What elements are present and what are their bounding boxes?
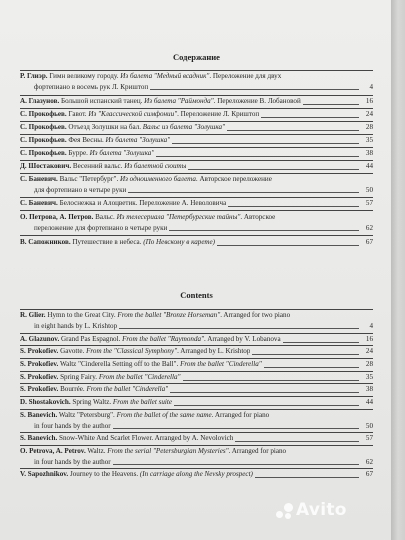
entry-title: Бурре. — [66, 149, 90, 157]
dot-leader — [227, 130, 359, 131]
watermark: Avito — [296, 500, 347, 520]
entry-author: С. Прокофьев. — [20, 123, 67, 131]
entry-title: Фея Весны. — [66, 136, 106, 144]
page-number: 35 — [365, 136, 373, 144]
entry-title: Waltz "Petersburg". — [57, 411, 117, 419]
dot-leader — [156, 156, 359, 157]
page-number: 62 — [365, 223, 373, 232]
toc-entry — [20, 346, 373, 357]
dot-leader — [217, 245, 359, 246]
entry-source: From the ballet "Cinderella" — [180, 360, 262, 368]
entry-title: Большой испанский танец. — [59, 97, 145, 105]
entry-author: D. Shostakovich. — [20, 398, 71, 406]
entry-source: Из телесериала "Петербургские тайны" — [116, 213, 241, 221]
page-number: 4 — [369, 82, 373, 91]
entry-source: Из балета "Золушка" — [89, 149, 155, 157]
dot-leader — [128, 192, 359, 193]
separator-line — [20, 210, 373, 211]
avito-logo-icon — [276, 503, 294, 521]
entry-source: Из балетной сюиты — [124, 162, 187, 170]
dot-leader — [252, 354, 359, 355]
entry-note: . Arranged for piano — [228, 447, 287, 455]
entry-author: С. Баневич. — [20, 175, 58, 183]
page-number: 35 — [365, 373, 373, 381]
dot-leader — [228, 206, 359, 207]
entry-note: . Arranged by V. Lobanova — [204, 335, 281, 343]
dot-leader — [283, 342, 359, 343]
toc-entry — [20, 384, 373, 395]
toc-entry — [20, 237, 373, 248]
entry-source: From the ballet suite — [112, 398, 172, 406]
page-number: 28 — [365, 123, 373, 131]
page-number: 50 — [365, 185, 373, 194]
entry-author: A. Glazunov. — [20, 335, 60, 343]
toc-entry — [20, 212, 373, 233]
entry-author: С. Прокофьев. — [20, 149, 67, 157]
dot-leader — [174, 405, 359, 406]
entry-title: Journey to the Heavens. — [68, 470, 140, 478]
entry-source: From the ballet "Bronze Horseman" — [117, 311, 221, 319]
toc-entry — [20, 109, 373, 120]
page-number: 44 — [365, 398, 373, 406]
page-number: 44 — [365, 162, 373, 170]
page-number: 38 — [365, 149, 373, 157]
entry-continuation: in four hands by the author — [34, 457, 111, 466]
toc-entry — [20, 410, 373, 431]
toc-entry — [20, 148, 373, 159]
english-heading: Contents — [180, 290, 213, 300]
entry-source: Из одноименного балета — [120, 175, 196, 183]
page-number: 67 — [365, 470, 373, 478]
page-number: 28 — [365, 360, 373, 368]
entry-author: S. Prokofiev. — [20, 373, 59, 381]
page-number: 16 — [365, 335, 373, 343]
entry-author: S. Prokofiev. — [20, 360, 59, 368]
entry-note: . Переложение для двух — [209, 72, 282, 80]
dot-leader — [264, 367, 359, 368]
page-number: 16 — [365, 97, 373, 105]
entry-author: С. Прокофьев. — [20, 136, 67, 144]
entry-title: Gavotte. — [58, 347, 87, 355]
entry-title: Белоснежка и Алоцветик. Переложение А. Неволовича — [57, 199, 227, 207]
entry-author: Д. Шостакович. — [20, 162, 72, 170]
separator-line — [20, 235, 373, 236]
toc-entry — [20, 372, 373, 383]
entry-note: . Arranged for two piano — [220, 311, 291, 319]
dot-leader — [255, 477, 359, 478]
entry-author: А. Глазунов. — [20, 97, 60, 105]
dot-leader — [170, 392, 359, 393]
entry-source: (По Невскому в карете) — [143, 238, 216, 246]
entry-continuation: in four hands by the author — [34, 421, 111, 430]
toc-entry — [20, 397, 373, 408]
toc-entry — [20, 135, 373, 146]
entry-source: From the ballet "Cinderella" — [86, 385, 169, 393]
dot-leader — [303, 104, 359, 105]
page-number: 57 — [365, 199, 373, 207]
toc-entry — [20, 161, 373, 172]
toc-entry — [20, 71, 373, 92]
page-number: 4 — [369, 321, 373, 330]
entry-title: Waltz. — [85, 447, 108, 455]
entry-continuation: фортепиано в восемь рук Л. Криштоп — [34, 82, 149, 91]
entry-author: Р. Глиэр. — [20, 72, 48, 80]
entry-title: Вальс. — [93, 213, 117, 221]
entry-source: Из "Классической симфонии" — [88, 110, 178, 118]
dot-leader — [113, 428, 359, 429]
page-number: 50 — [365, 421, 373, 430]
entry-source: From the "Classical Symphony" — [86, 347, 178, 355]
entry-source: (In carriage along the Nevsky prospect) — [139, 470, 253, 478]
entry-title: Bourrée. — [58, 385, 87, 393]
entry-continuation: переложение для фортепиано в четыре руки — [34, 223, 168, 232]
entry-author: V. Sapozhnikov. — [20, 470, 69, 478]
entry-source: Из балета "Золушка" — [105, 136, 171, 144]
page-edge — [391, 0, 405, 540]
dot-leader — [235, 441, 359, 442]
entry-source: Из балета "Медный всадник" — [120, 72, 210, 80]
entry-source: From the ballet "Cinderella" — [98, 373, 181, 381]
entry-title: Гимн великому городу. — [47, 72, 121, 80]
entry-title: Hymn to the Great City. — [45, 311, 118, 319]
dot-leader — [261, 117, 359, 118]
dot-leader — [119, 328, 359, 329]
entry-title: Snow-White And Scarlet Flower. Arranged by A. Nevolovich — [57, 434, 234, 442]
entry-title: Waltz "Cinderella Setting off to the Ball". — [58, 360, 181, 368]
toc-entry — [20, 122, 373, 133]
entry-author: О. Петрова, А. Петров. — [20, 213, 94, 221]
entry-author: С. Прокофьев. — [20, 110, 67, 118]
entry-note: . Переложение Л. Криштоп — [177, 110, 260, 118]
entry-continuation: для фортепиано в четыре руки — [34, 185, 127, 194]
entry-title: Вальс "Петербург". — [57, 175, 121, 183]
russian-heading: Содержание — [173, 52, 220, 62]
toc-entry — [20, 433, 373, 444]
entry-title: Весенний вальс. — [71, 162, 125, 170]
entry-title: Гавот. — [66, 110, 89, 118]
toc-entry — [20, 310, 373, 331]
entry-author: S. Prokofiev. — [20, 347, 59, 355]
page-number: 38 — [365, 385, 373, 393]
page-number: 57 — [365, 434, 373, 442]
entry-title: Spring Fairy. — [58, 373, 99, 381]
entry-source: Из балета "Раймонда" — [144, 97, 214, 105]
entry-source: From the ballet of the same name — [116, 411, 212, 419]
toc-entry — [20, 96, 373, 107]
toc-entry — [20, 334, 373, 345]
entry-title: Grand Pas Espagnol. — [59, 335, 123, 343]
entry-author: S. Banevich. — [20, 434, 58, 442]
page-number: 67 — [365, 238, 373, 246]
entry-source: From the ballet "Raymonda" — [122, 335, 205, 343]
dot-leader — [169, 230, 359, 231]
entry-author: O. Petrova, A. Petrov. — [20, 447, 86, 455]
dot-leader — [150, 89, 359, 90]
entry-author: S. Banevich. — [20, 411, 58, 419]
entry-source: Вальс из балета "Золушка" — [142, 123, 226, 131]
entry-author: С. Баневич. — [20, 199, 58, 207]
toc-entry — [20, 469, 373, 480]
entry-title: Spring Waltz. — [70, 398, 113, 406]
entry-author: R. Glier. — [20, 311, 46, 319]
dot-leader — [183, 380, 359, 381]
dot-leader — [113, 464, 359, 465]
toc-entry — [20, 174, 373, 195]
dot-leader — [188, 169, 359, 170]
dot-leader — [172, 143, 359, 144]
entry-note: . Arranged by L. Krishtop — [177, 347, 251, 355]
toc-entry — [20, 198, 373, 209]
entry-source: From the serial "Petersburgian Mysteries" — [107, 447, 229, 455]
entry-note: . Arranged for piano — [211, 411, 270, 419]
entry-author: В. Сапожников. — [20, 238, 71, 246]
entry-title: Отъезд Золушки на бал. — [66, 123, 143, 131]
entry-note: . Авторское переложение — [195, 175, 272, 183]
toc-entry — [20, 359, 373, 370]
entry-title: Путешествие в небеса. — [70, 238, 144, 246]
entry-author: S. Prokofiev. — [20, 385, 59, 393]
toc-entry — [20, 446, 373, 467]
page-number: 62 — [365, 457, 373, 466]
entry-note: . Переложение В. Лобановой — [213, 97, 301, 105]
entry-continuation: in eight hands by L. Krishtop — [34, 321, 118, 330]
page-number: 24 — [365, 347, 373, 355]
page-number: 24 — [365, 110, 373, 118]
entry-note: . Авторское — [240, 213, 276, 221]
